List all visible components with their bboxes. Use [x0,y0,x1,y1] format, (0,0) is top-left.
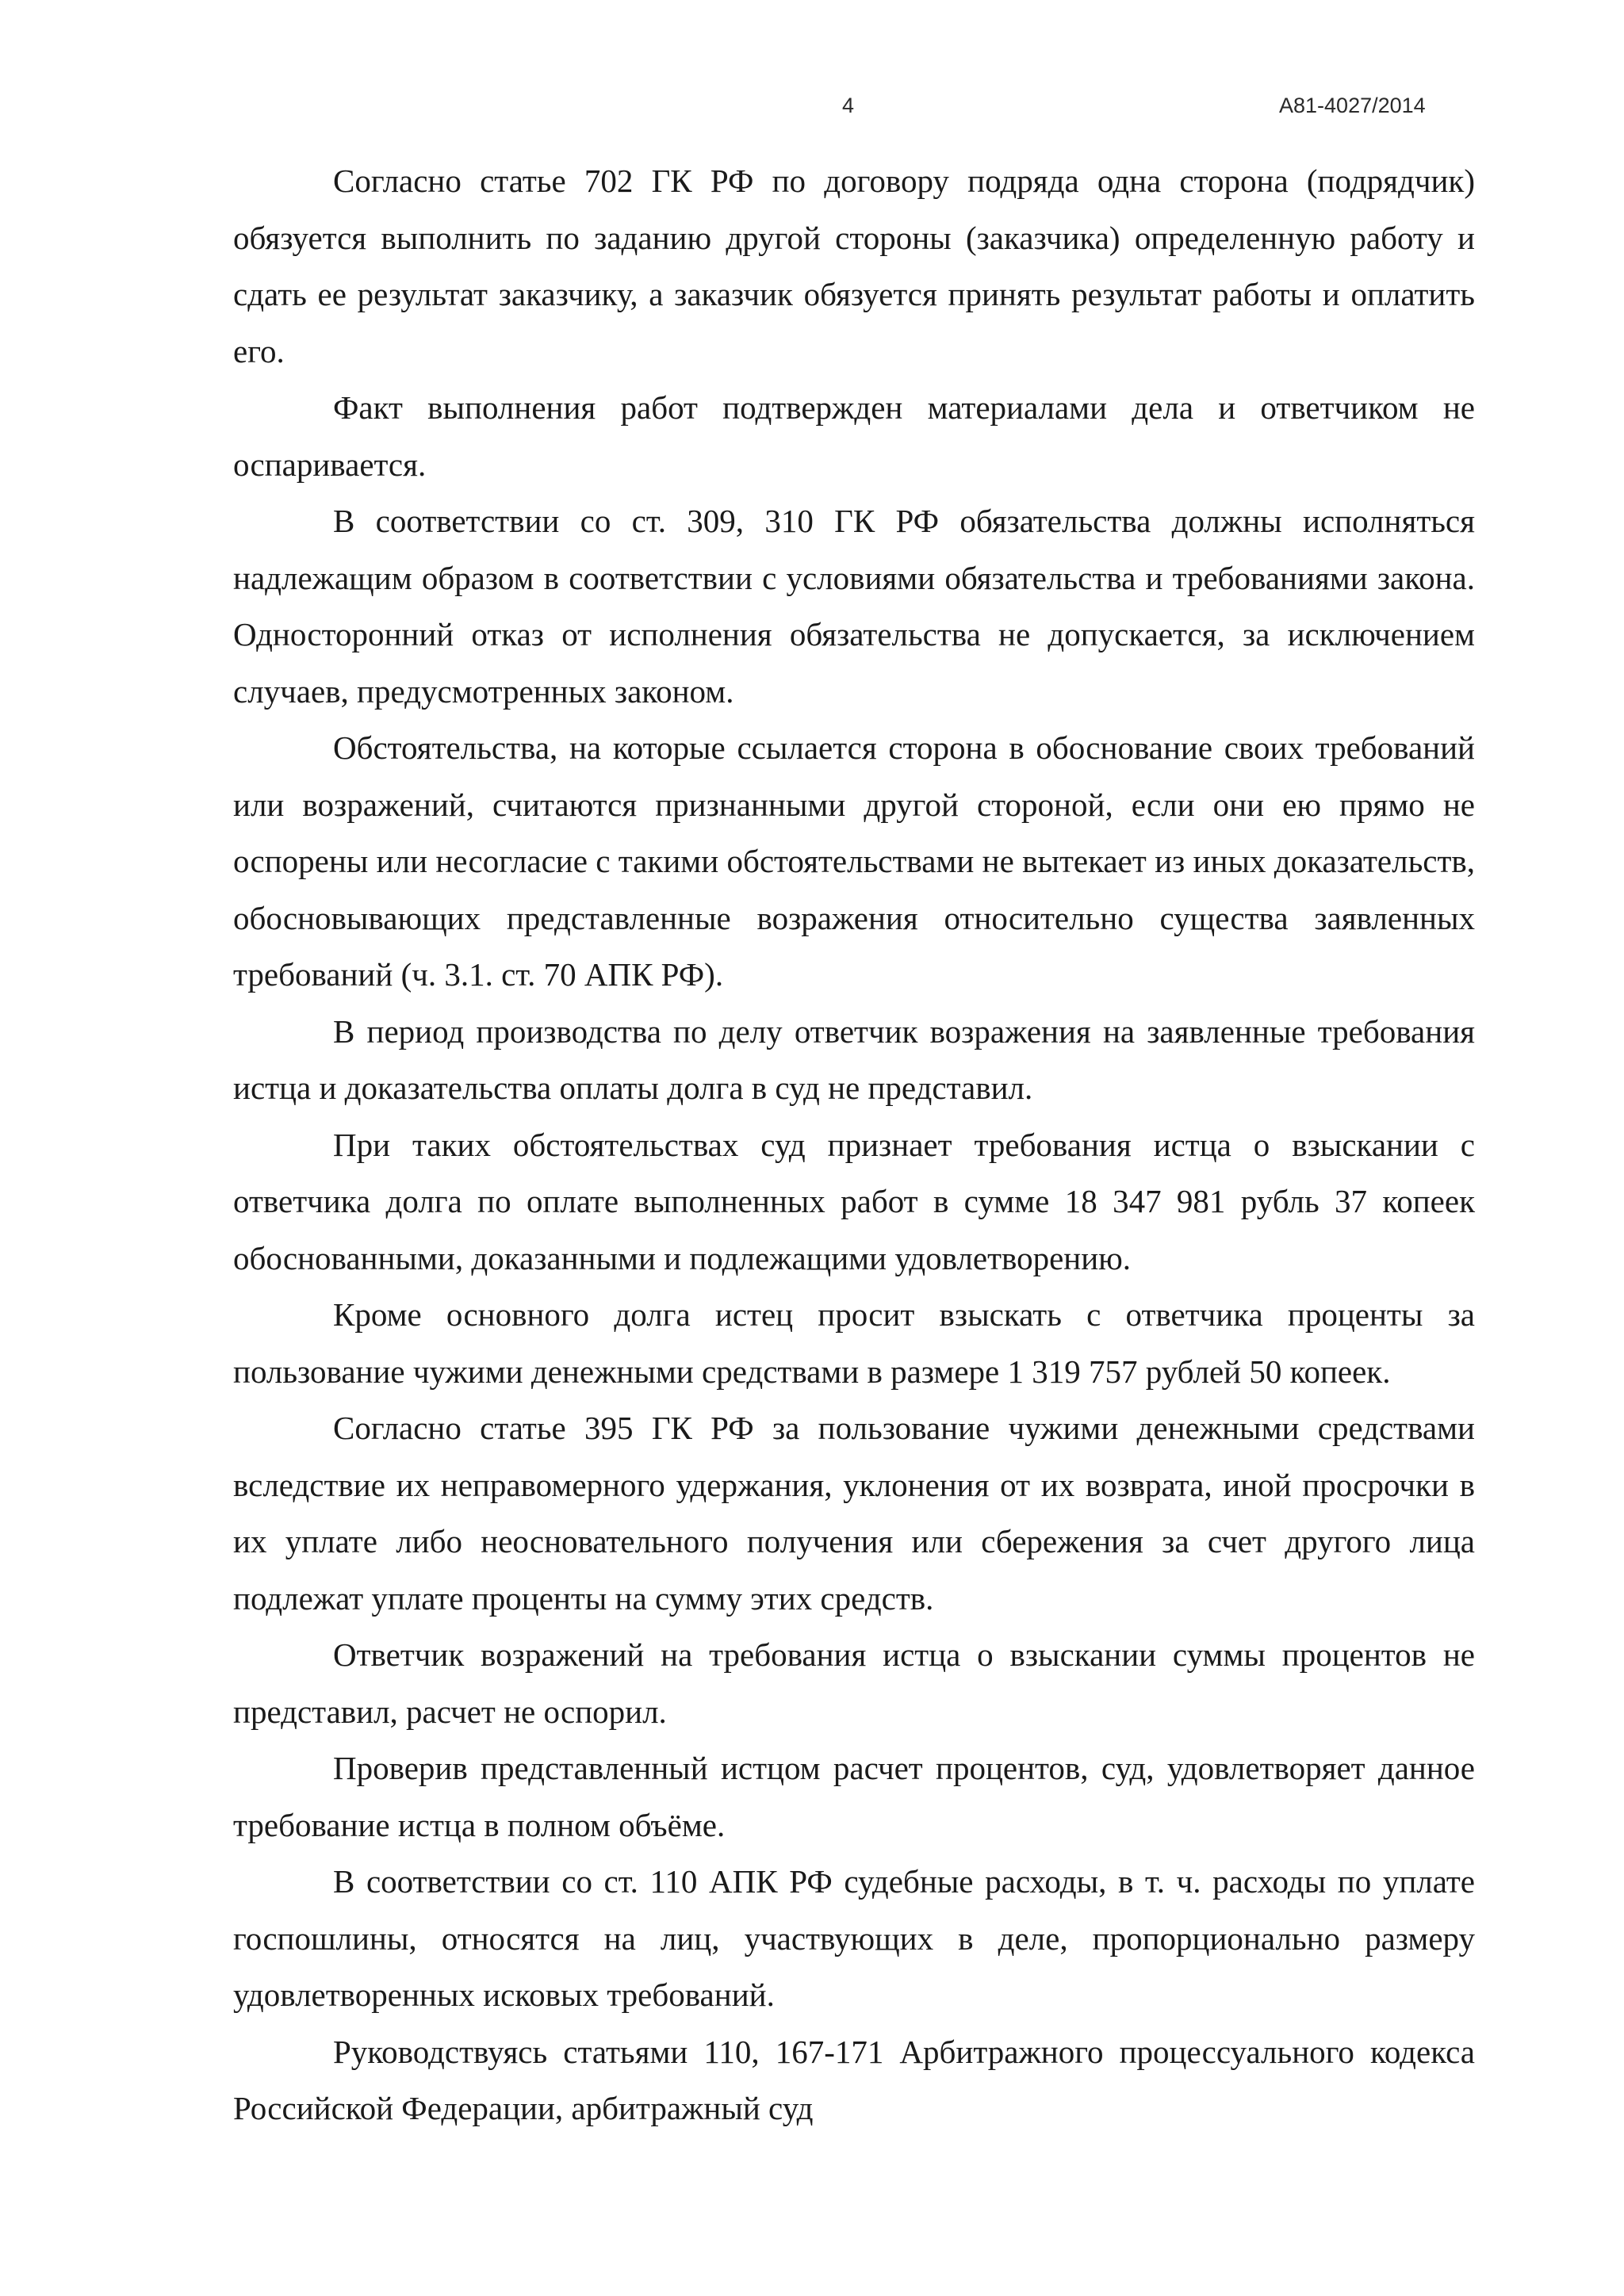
paragraph-interest-claim: Кроме основного долга истец просит взыскать с ответчика проценты за пользование чужими денежными средствами в размере 1 319 757 рублей 50 копеек. [233,1296,1475,1390]
paragraph-article-395: Согласно статье 395 ГК РФ за пользование чужими денежными средствами вследствие их неправомерного удержания, уклонения от их возврата, иной просрочки в их уплате либо неосновательного получения или сбережения за счет другого лица подлежат уплате проценты на сумму этих средств. [233,1410,1475,1617]
paragraph-debt-recognized: При таких обстоятельствах суд признает требования истца о взыскании с ответчика долга по оплате выполненных работ в сумме 18 347 981 рубль 37 копеек обоснованными, доказанными и подлежащими удовлетворению. [233,1126,1475,1276]
paragraph-interest-not-disputed: Ответчик возражений на требования истца о взыскании суммы процентов не представил, расчет не оспорил. [233,1636,1475,1730]
paragraph-articles-309-310: В соответствии со ст. 309, 310 ГК РФ обязательства должны исполняться надлежащим образом в соответствии с условиями обязательства и требованиями закона. Односторонний отказ от исполнения обязательства не допускается, за исключением случаев, предусмотренных законом. [233,503,1475,710]
paragraph-court-costs: В соответствии со ст. 110 АПК РФ судебные расходы, в т. ч. расходы по уплате госпошлины, относятся на лиц, участвующих в деле, пропорционально размеру удовлетворенных исковых требований. [233,1863,1475,2013]
paragraph-interest-granted: Проверив представленный истцом расчет процентов, суд, удовлетворяет данное требование истца в полном объёме. [233,1750,1475,1843]
paragraph-no-objections: В период производства по делу ответчик возражения на заявленные требования истца и доказательства оплаты долга в суд не представил. [233,1012,1475,1106]
page-number: 4 [842,94,855,117]
document-body [233,153,1475,2137]
paragraph-guided-by: Руководствуясь статьями 110, 167-171 Арбитражного процессуального кодекса Российской Федерации, арбитражный суд [233,2033,1475,2126]
paragraph-work-completed: Факт выполнения работ подтвержден материалами дела и ответчиком не оспаривается. [233,389,1475,483]
paragraph-circumstances: Обстоятельства, на которые ссылается сторона в обоснование своих требований или возражений, считаются признанными другой стороной, если они ею прямо не оспорены или несогласие с такими обстоятельствами не вытекает из иных доказательств, обосновывающих представленные возражения относительно существа заявленных требований (ч. 3.1. ст. 70 АПК РФ). [233,729,1475,993]
case-number: А81-4027/2014 [1279,94,1426,117]
paragraph-article-702: Согласно статье 702 ГК РФ по договору подряда одна сторона (подрядчик) обязуется выполнить по заданию другой стороны (заказчика) определенную работу и сдать ее результат заказчику, а заказчик обязуется принять результат работы и оплатить его. [233,163,1475,369]
